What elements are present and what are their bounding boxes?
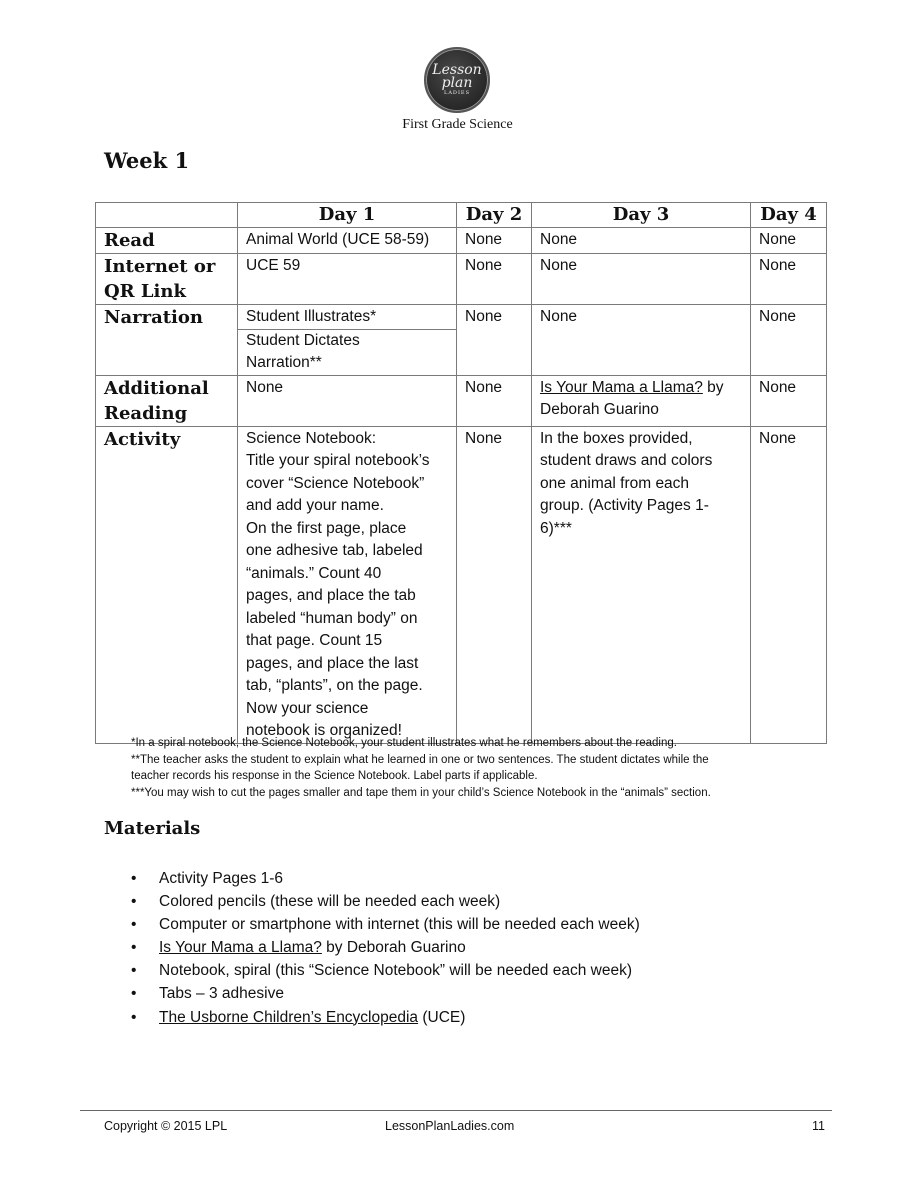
cell-internet-day3: None (532, 254, 751, 305)
cell-narration-day1 (238, 305, 457, 376)
activity-line: and add your name. (246, 497, 384, 514)
bullet-icon: • (131, 939, 137, 957)
column-header-empty (96, 203, 238, 228)
row-label-internet-line2: QR Link (104, 281, 186, 302)
cell-additional-day1: None (238, 375, 457, 426)
bullet-icon: • (131, 870, 137, 887)
activity-line: 6)*** (540, 519, 572, 537)
cell-narration-day2: None (457, 305, 532, 376)
activity-line: that page. Count 15 (246, 632, 383, 649)
footer-divider (80, 1110, 832, 1111)
table-row-activity (96, 426, 827, 743)
bullet-icon: • (131, 1008, 137, 1026)
list-item: • Tabs – 3 adhesive (131, 982, 640, 1005)
footnotes (131, 735, 711, 801)
footnote-2a: **The teacher asks the student to explain what he learned in one or two sentences. The student dictates while the (131, 753, 709, 766)
column-header-day2: Day 2 (457, 203, 532, 228)
footer-website: LessonPlanLadies.com (385, 1119, 515, 1133)
cell-internet-day2: None (457, 254, 532, 305)
cell-additional-day3 (532, 375, 751, 426)
table-row-read (96, 228, 827, 254)
book-title-llama: Is Your Mama a Llama? (540, 378, 703, 396)
row-label-additional-line2: Reading (104, 402, 188, 424)
row-label-activity: Activity (96, 426, 238, 743)
table-header-row (96, 203, 827, 228)
row-label-additional-reading (96, 375, 238, 426)
list-item: • Is Your Mama a Llama? by Deborah Guarino (131, 936, 640, 959)
bullet-icon: • (131, 916, 137, 934)
activity-line: notebook is organized! (246, 722, 402, 739)
column-header-day1: Day 1 (238, 203, 457, 228)
table-row-internet (96, 254, 827, 305)
list-item: • Computer or smartphone with internet (this will be needed each week) (131, 913, 640, 936)
activity-line: “animals.” Count 40 (246, 564, 382, 582)
activity-line: Now your science (246, 699, 369, 717)
activity-line: Science Notebook: (246, 429, 377, 447)
column-header-day3: Day 3 (532, 203, 751, 228)
cell-read-day1: Animal World (UCE 58-59) (238, 228, 457, 254)
footnote-2b: teacher records his response in the Science Notebook. Label parts if applicable. (131, 770, 538, 782)
cell-additional-day2: None (457, 375, 532, 426)
narration-illustrates: Student Illustrates* (238, 306, 456, 330)
materials-heading: Materials (104, 818, 201, 839)
bullet-icon: • (131, 985, 137, 1003)
footnote-1: *In a spiral notebook, the Science Notebook, your student illustrates what he remembers about the reading. (131, 737, 677, 749)
narration-dictates-line2: Narration** (246, 354, 322, 371)
row-label-narration: Narration (96, 305, 238, 376)
cell-internet-day1: UCE 59 (238, 254, 457, 305)
row-label-internet-line1: Internet or (104, 256, 216, 277)
activity-line: student draws and colors (540, 452, 713, 469)
activity-line: one animal from each (540, 474, 690, 492)
activity-line: Title your spiral notebook’s (246, 452, 430, 469)
book-title-llama: Is Your Mama a Llama? (159, 939, 322, 957)
list-item: • The Usborne Children’s Encyclopedia (UCE) (131, 1006, 640, 1029)
row-label-additional-line1: Additional (104, 377, 209, 399)
logo-text-line2: plan (441, 74, 473, 91)
cell-internet-day4: None (751, 254, 827, 305)
activity-line: On the first page, place (246, 519, 407, 537)
cell-activity-day4: None (751, 426, 827, 743)
page-subtitle: First Grade Science (402, 117, 513, 132)
row-label-internet (96, 254, 238, 305)
by-text: by (702, 378, 724, 396)
book-title-encyclopedia: The Usborne Children’s Encyclopedia (159, 1008, 419, 1026)
cell-narration-day4: None (751, 305, 827, 376)
cell-read-day4: None (751, 228, 827, 254)
logo-text-line3: LADIES (444, 90, 470, 97)
table-row-additional-reading (96, 375, 827, 426)
activity-line: pages, and place the tab (246, 587, 416, 604)
lesson-plan-ladies-logo (424, 47, 490, 113)
row-label-read: Read (96, 228, 238, 254)
footer-copyright: Copyright © 2015 LPL (104, 1119, 228, 1133)
page-number: 11 (812, 1119, 825, 1133)
materials-list (131, 867, 640, 1029)
footnote-3: ***You may wish to cut the pages smaller and tape them in your child’s Science Notebook in the “animals” section. (131, 786, 711, 799)
cell-additional-day4: None (751, 375, 827, 426)
table-row-narration (96, 305, 827, 376)
cell-activity-day3 (532, 426, 751, 743)
column-header-day4: Day 4 (751, 203, 827, 228)
cell-read-day3: None (532, 228, 751, 254)
narration-dictates-line1: Student Dictates (246, 331, 360, 349)
cell-activity-day1 (238, 426, 457, 743)
cell-read-day2: None (457, 228, 532, 254)
week-title: Week 1 (104, 148, 190, 173)
activity-line: labeled “human body” on (246, 609, 418, 627)
activity-line: group. (Activity Pages 1- (540, 497, 709, 514)
list-item: • Notebook, spiral (this “Science Notebook” will be needed each week) (131, 959, 640, 982)
logo-text-line1: Lesson (432, 62, 482, 79)
activity-line: tab, “plants”, on the page. (246, 677, 423, 694)
cell-activity-day2: None (457, 426, 532, 743)
cell-narration-day3: None (532, 305, 751, 376)
activity-line: cover “Science Notebook” (246, 474, 425, 492)
activity-line: one adhesive tab, labeled (246, 542, 423, 559)
activity-line: pages, and place the last (246, 654, 419, 672)
bullet-icon: • (131, 893, 137, 911)
weekly-plan-table (95, 202, 827, 744)
list-item: • Colored pencils (these will be needed each week) (131, 890, 640, 913)
list-item: • Activity Pages 1-6 (131, 867, 640, 890)
book-author: Deborah Guarino (540, 401, 659, 418)
bullet-icon: • (131, 962, 137, 980)
activity-line: In the boxes provided, (540, 429, 693, 447)
